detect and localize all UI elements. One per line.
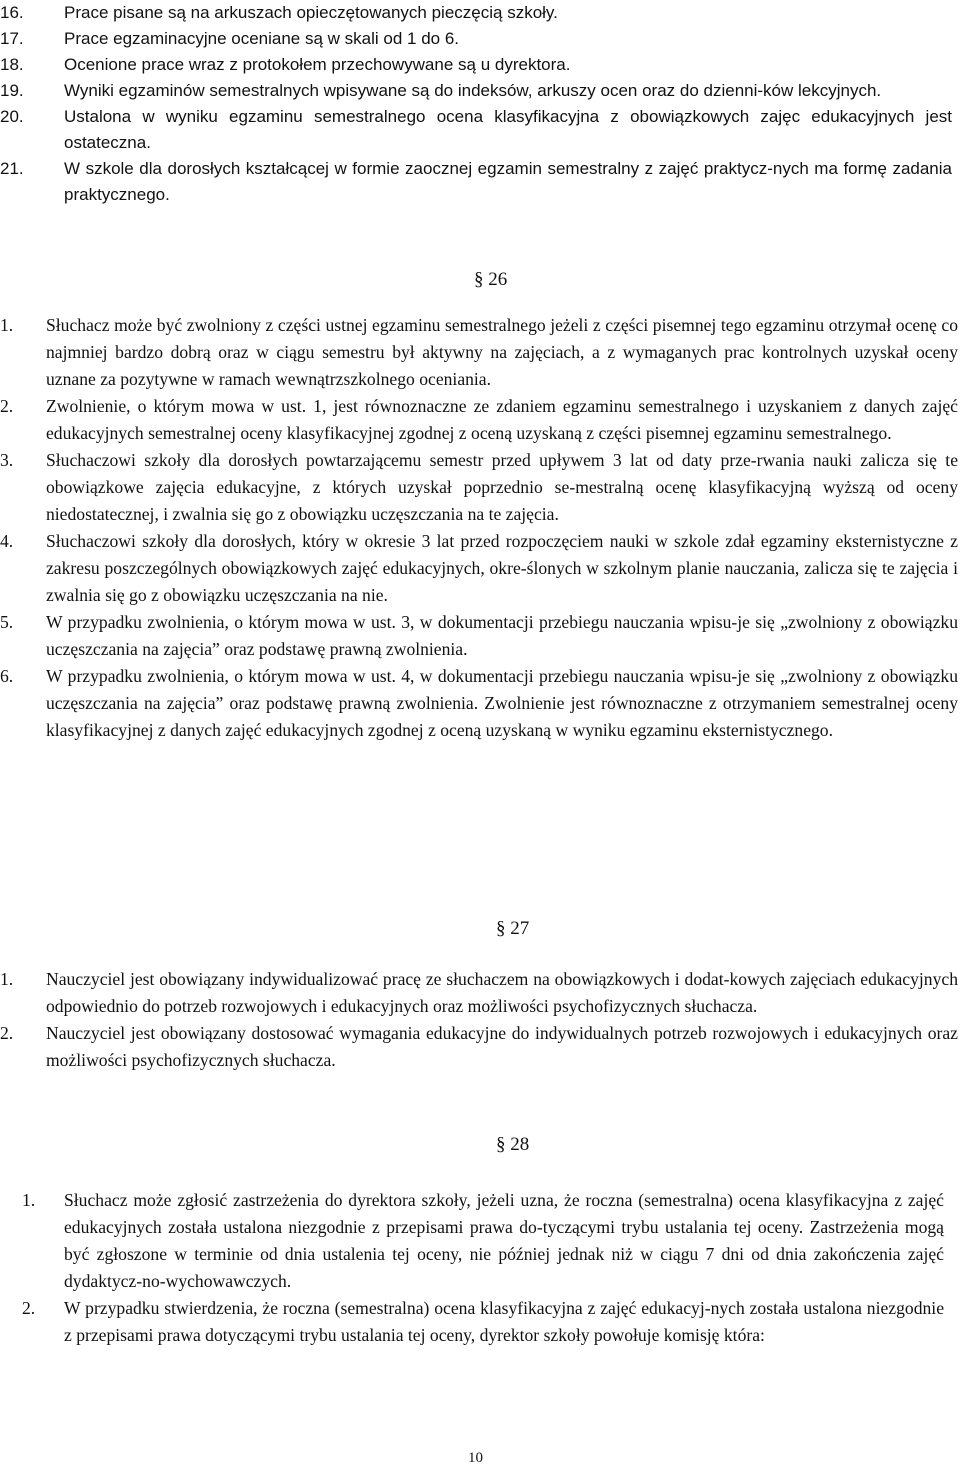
list-item — [0, 966, 958, 1020]
item-number: 1. — [0, 315, 14, 335]
list-item — [0, 1187, 944, 1295]
list-item — [0, 78, 952, 104]
item-number: 3. — [0, 450, 14, 470]
list-item — [0, 447, 958, 528]
list-item — [0, 393, 958, 447]
list-item — [0, 312, 958, 393]
item-text: W szkole dla dorosłych kształcącej w formie zaocznej egzamin semestralny z zajęć praktycz-nych ma formę zadania praktycznego. — [64, 159, 952, 204]
item-text: W przypadku zwolnienia, o którym mowa w ust. 3, w dokumentacji przebiegu nauczania wpisu-je się „zwolniony z obowiązku uczęszczania na zajęcia” oraz podstawę prawną zwolnienia. — [46, 612, 958, 659]
section-heading-28: § 28 — [496, 1134, 530, 1155]
list-item — [0, 156, 952, 208]
item-text: Ustalona w wyniku egzaminu semestralnego ocena klasyfikacyjna z obowiązkowych zajęc edukacyjnych jest ostateczna. — [64, 107, 952, 152]
item-text: Prace egzaminacyjne oceniane są w skali od 1 do 6. — [64, 29, 460, 48]
item-text: Słuchacz może być zwolniony z części ustnej egzaminu semestralnego jeżeli z części pisemnej tego egzaminu otrzymał ocenę co najmniej bardzo dobrą oraz w ciągu semestru był aktywny na zajęciach, a z wymaganych prac kontrolnych uzyskał oceny uznane za pozytywne w ramach wewnątrzszkolnego oceniania. — [46, 315, 958, 389]
item-text: Słuchaczowi szkoły dla dorosłych, który w okresie 3 lat przed rozpoczęciem nauki w szkole zdał egzaminy eksternistyczne z zakresu poszczególnych obowiązkowych zajęć edukacyjnych, okre-ślonych w szkolnym planie nauczania, zalicza się te zajęcia i zwalnia się go z obowiązku uczęszczania na nie. — [46, 531, 958, 605]
item-text: Nauczyciel jest obowiązany indywidualizować pracę ze słuchaczem na obowiązkowych i dodat-kowych zajęciach edukacyjnych odpowiednio do potrzeb rozwojowych i edukacyjnych oraz możliwości psychofizycznych słuchacza. — [46, 969, 958, 1016]
item-text: Ocenione prace wraz z protokołem przechowywane są u dyrektora. — [64, 55, 571, 74]
item-number: 6. — [0, 666, 14, 686]
list-item — [0, 52, 952, 78]
item-number: 20. — [0, 107, 24, 126]
section-26-list — [0, 312, 958, 744]
section-27-list — [0, 966, 958, 1074]
item-number: 5. — [0, 612, 14, 632]
page-number: 10 — [468, 1450, 483, 1466]
list-item — [0, 1295, 944, 1349]
section-heading-26: § 26 — [474, 269, 508, 290]
item-number: 19. — [0, 81, 24, 100]
section-heading-27: § 27 — [496, 918, 530, 939]
item-text: Wyniki egzaminów semestralnych wpisywane są do indeksów, arkuszy ocen oraz do dzienni-ków lekcyjnych. — [64, 81, 882, 100]
item-number: 4. — [0, 531, 14, 551]
item-number: 17. — [0, 29, 24, 48]
list-item — [0, 104, 952, 156]
item-text: Słuchacz może zgłosić zastrzeżenia do dyrektora szkoły, jeżeli uzna, że roczna (semestralna) ocena klasyfikacyjna z zajęć edukacyjnych została ustalona niezgodnie z przepisami prawa do-tyczącymi trybu ustalania tej oceny. Zastrzeżenia mogą być zgłoszone w terminie od dnia ustalenia tej oceny, nie później jednak niż w ciągu 7 dni od dnia zakończenia zajęć dydaktycz-no-wychowawczych. — [64, 1190, 944, 1291]
item-text: Zwolnienie, o którym mowa w ust. 1, jest równoznaczne ze zdaniem egzaminu semestralnego i uzyskaniem z danych zajęć edukacyjnych semestralnej oceny klasyfikacyjnej zgodnej z oceną uzyskaną z części pisemnej egzaminu semestralnego. — [46, 396, 958, 443]
list-item — [0, 1020, 958, 1074]
item-number: 21. — [0, 159, 24, 178]
list-item — [0, 26, 952, 52]
item-text: Prace pisane są na arkuszach opieczętowanych pieczęcią szkoły. — [64, 3, 558, 22]
list-item — [0, 663, 958, 744]
section-28-list — [0, 1187, 944, 1349]
list-item — [0, 528, 958, 609]
item-number: 2. — [0, 1023, 14, 1043]
item-text: Nauczyciel jest obowiązany dostosować wymagania edukacyjne do indywidualnych potrzeb rozwojowych i edukacyjnych oraz możliwości psychofizycznych słuchacza. — [46, 1023, 958, 1070]
item-number: 1. — [22, 1190, 36, 1210]
regulation-list-a — [0, 0, 952, 208]
item-text: W przypadku zwolnienia, o którym mowa w ust. 4, w dokumentacji przebiegu nauczania wpisu-je się „zwolniony z obowiązku uczęszczania na zajęcia” oraz podstawę prawną zwolnienia. Zwolnienie jest równoznaczne z otrzymaniem semestralnej oceny klasyfikacyjnej z danych zajęć edukacyjnych zgodnej z oceną uzyskaną w wyniku egzaminu eksternistycznego. — [46, 666, 958, 740]
item-number: 2. — [22, 1298, 36, 1318]
item-text: Słuchaczowi szkoły dla dorosłych powtarzającemu semestr przed upływem 3 lat od daty prze-rwania nauki zalicza się te obowiązkowe zajęcia edukacyjne, z których uzyskał poprzednio se-mestralną ocenę klasyfikacyjną wyższą od oceny niedostatecznej, i zwalnia się go z obowiązku uczęszczania na te zajęcia. — [46, 450, 958, 524]
item-number: 16. — [0, 3, 24, 22]
item-number: 1. — [0, 969, 14, 989]
item-text: W przypadku stwierdzenia, że roczna (semestralna) ocena klasyfikacyjna z zajęć edukacyj-nych została ustalona niezgodnie z przepisami prawa dotyczącymi trybu ustalania tej oceny, dyrektor szkoły powołuje komisję która: — [64, 1298, 944, 1345]
item-number: 2. — [0, 396, 14, 416]
list-item — [0, 609, 958, 663]
list-item — [0, 0, 952, 26]
item-number: 18. — [0, 55, 24, 74]
